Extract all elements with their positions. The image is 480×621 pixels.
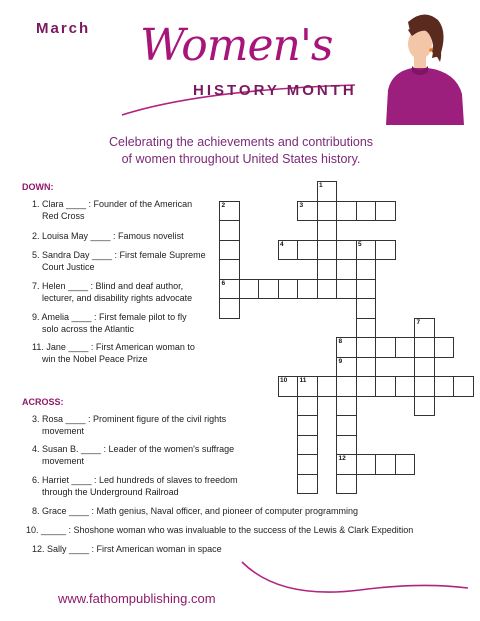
crossword-cell[interactable] (356, 337, 377, 358)
crossword-cell[interactable] (336, 279, 357, 300)
crossword-cell-number: 12 (338, 455, 346, 462)
crossword-cell[interactable] (356, 298, 377, 319)
crossword-cell[interactable] (356, 279, 377, 300)
crossword-cell[interactable] (375, 337, 396, 358)
crossword-cell[interactable] (453, 376, 474, 397)
crossword-cell[interactable] (219, 220, 240, 241)
crossword-cell[interactable] (434, 376, 455, 397)
crossword-cell[interactable] (297, 415, 318, 436)
crossword-cell[interactable] (336, 396, 357, 417)
crossword-cell-number: 7 (416, 318, 421, 326)
crossword-cell[interactable] (219, 240, 240, 261)
subtitle-line-1: Celebrating the achievements and contributions (108, 135, 374, 149)
crossword-cell[interactable] (414, 396, 435, 417)
crossword-cell[interactable] (375, 454, 396, 475)
crossword-cell[interactable] (356, 201, 377, 222)
crossword-cell[interactable] (336, 357, 357, 378)
crossword-cell[interactable] (414, 357, 435, 378)
crossword-cell-number: 10 (280, 377, 288, 384)
crossword-cell-number: 3 (299, 201, 304, 209)
across-heading: ACROSS: (22, 397, 64, 407)
down-heading: DOWN: (22, 182, 54, 192)
crossword-cell[interactable] (336, 201, 357, 222)
crossword-cell[interactable] (258, 279, 279, 300)
crossword-cell[interactable] (356, 259, 377, 280)
crossword-cell[interactable] (336, 474, 357, 495)
crossword-cell[interactable] (297, 201, 318, 222)
crossword-cell[interactable] (356, 240, 377, 261)
down-clue-5: 5. Sandra Day ____ : First female Supreme Court Justice (32, 250, 206, 272)
crossword-cell[interactable] (336, 415, 357, 436)
across-clue-3: 3. Rosa ____ : Prominent figure of the civil rights movement (32, 414, 227, 436)
crossword-cell[interactable] (336, 376, 357, 397)
crossword-cell[interactable] (336, 454, 357, 475)
womens-title: Women's (140, 20, 333, 71)
crossword-cell[interactable] (317, 279, 338, 300)
crossword-cell[interactable] (297, 279, 318, 300)
crossword-cell-number: 5 (358, 240, 362, 248)
crossword-cell[interactable] (434, 337, 455, 358)
down-clue-9: 9. Amelia ____ : First female pilot to fly solo across the Atlantic (32, 312, 187, 334)
crossword-cell[interactable] (219, 201, 240, 222)
crossword-cell-number: 4 (280, 240, 284, 248)
crossword-cell-number: 9 (338, 357, 343, 365)
across-clue-6: 6. Harriet ____ : Led hundreds of slaves to freedom through the Underground Railroad (32, 475, 238, 497)
crossword-cell[interactable] (317, 240, 338, 261)
crossword-cell[interactable] (356, 357, 377, 378)
across-clue-4: 4. Susan B. ____ : Leader of the women's suffrage movement (32, 444, 235, 466)
crossword-cell[interactable] (375, 201, 396, 222)
crossword-cell[interactable] (219, 298, 240, 319)
across-clue-8: 8. Grace ____ : Math genius, Naval officer, and pioneer of computer programming (32, 506, 359, 516)
subtitle (60, 134, 422, 168)
crossword-cell[interactable] (336, 435, 357, 456)
crossword-cell[interactable] (297, 240, 318, 261)
crossword-cell[interactable] (239, 279, 260, 300)
crossword-cell[interactable] (375, 240, 396, 261)
across-clue-10: 10. _____ : Shoshone woman who was invaluable to the success of the Lewis & Clark Expedition (26, 525, 414, 535)
crossword-cell[interactable] (414, 376, 435, 397)
march-label: March (36, 20, 91, 37)
down-clue-1: 1. Clara ____ : Founder of the American Red Cross (32, 199, 193, 221)
footer-swoosh (240, 560, 470, 605)
footer-url: www.fathompublishing.com (58, 591, 216, 606)
crossword-cell-number: 8 (338, 338, 343, 345)
crossword-cell[interactable] (395, 454, 416, 475)
crossword-cell[interactable] (297, 396, 318, 417)
crossword-cell[interactable] (356, 454, 377, 475)
woman-illustration (378, 10, 470, 125)
crossword-cell[interactable] (297, 454, 318, 475)
crossword-cell-number: 6 (221, 279, 226, 287)
crossword-cell-number: 1 (319, 182, 323, 189)
crossword-cell[interactable] (317, 201, 338, 222)
down-clue-7: 7. Helen ____ : Blind and deaf author, lecturer, and disability rights advocate (32, 281, 193, 303)
crossword-cell[interactable] (414, 337, 435, 358)
crossword-cell[interactable] (336, 337, 357, 358)
crossword-cell[interactable] (219, 259, 240, 280)
history-month-label: HISTORY MONTH (193, 82, 357, 99)
down-clue-2: 2. Louisa May ____ : Famous novelist (32, 231, 184, 241)
crossword-cell[interactable] (356, 376, 377, 397)
crossword-cell-number: 11 (299, 377, 307, 384)
crossword-cell[interactable] (278, 279, 299, 300)
crossword-cell[interactable] (317, 376, 338, 397)
crossword-cell[interactable] (297, 474, 318, 495)
subtitle-line-2: of women throughout United States history. (121, 152, 361, 166)
crossword-cell[interactable] (219, 279, 240, 300)
crossword-cell[interactable] (317, 220, 338, 241)
crossword-cell[interactable] (297, 435, 318, 456)
crossword-cell[interactable] (356, 318, 377, 339)
across-clue-12: 12. Sally ____ : First American woman in space (32, 544, 222, 554)
crossword-cell[interactable] (395, 337, 416, 358)
crossword-cell-number: 2 (221, 201, 226, 209)
crossword-cell[interactable] (395, 376, 416, 397)
crossword-cell[interactable] (297, 376, 318, 397)
crossword-cell[interactable] (336, 240, 357, 261)
crossword-cell[interactable] (317, 181, 338, 202)
crossword-cell[interactable] (414, 318, 435, 339)
crossword-cell[interactable] (278, 376, 299, 397)
crossword-cell[interactable] (375, 376, 396, 397)
crossword-cell[interactable] (278, 240, 299, 261)
crossword-cell[interactable] (317, 259, 338, 280)
down-clue-11: 11. Jane ____ : First American woman to win the Nobel Peace Prize (32, 342, 195, 364)
